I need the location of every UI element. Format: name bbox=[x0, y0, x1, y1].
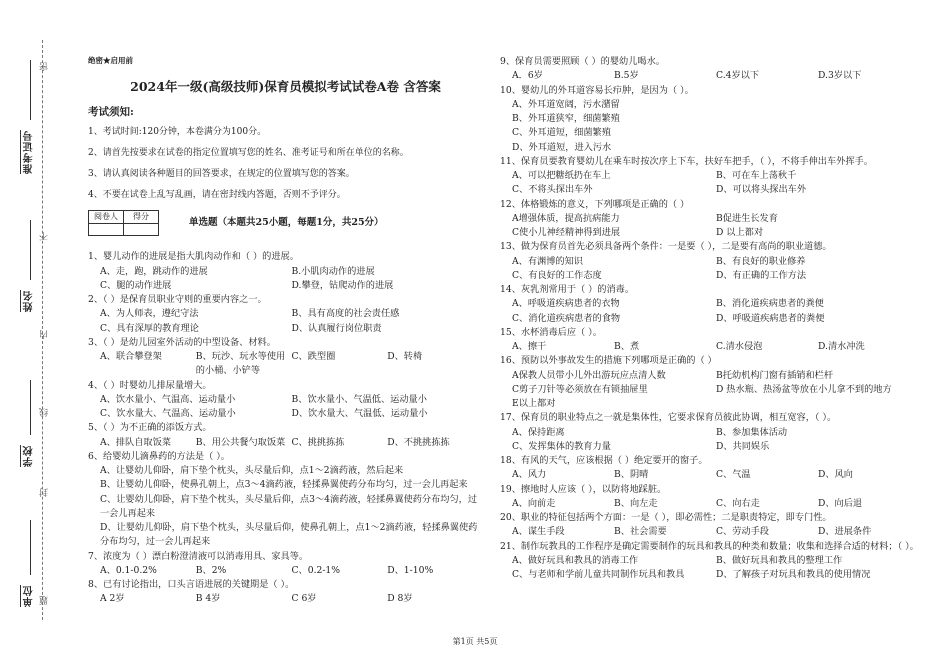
option-group bbox=[500, 554, 920, 583]
answer-option: A、走，跑，跳动作的进展 bbox=[100, 265, 208, 277]
question-stem: 7、浓度为（ ）漂白粉澄清液可以消毒用具、家具等。 bbox=[88, 550, 309, 562]
answer-option: C、外耳道短，细菌繁殖 bbox=[512, 127, 611, 139]
answer-option: A、擦干 bbox=[512, 341, 547, 352]
blank-line-unit bbox=[30, 520, 31, 575]
answer-option: A、向前走 bbox=[512, 497, 556, 509]
answer-option: A、做好玩具和教具的消毒工作 bbox=[512, 554, 639, 566]
exam-title: 2024年一级(高级技师)保育员模拟考试试卷A卷 含答案 bbox=[130, 78, 441, 94]
option-group bbox=[500, 340, 920, 354]
question-stem: 10、婴幼儿的外耳道容易长疖肿，是因为（ ）。 bbox=[500, 84, 694, 96]
answer-option: B、用公共餐勺取饭菜 bbox=[195, 436, 286, 448]
answer-option: B、饮水量小、气温低、运动量小 bbox=[291, 393, 427, 405]
option-group bbox=[500, 297, 920, 326]
notice-item: 2、请首先按要求在试卷的指定位置填写您的姓名、准考证号和所在单位的名称。 bbox=[88, 148, 409, 159]
seal-char: 内 bbox=[40, 330, 50, 339]
answer-option: D、了解孩子对玩具和教具的使用情况 bbox=[716, 569, 871, 580]
answer-option: E以上都对 bbox=[512, 398, 556, 409]
answer-option: B、向左走 bbox=[614, 497, 658, 509]
score-table-cell[interactable] bbox=[89, 224, 124, 236]
answer-option: A、呼吸道疾病患者的衣物 bbox=[512, 298, 620, 310]
question bbox=[88, 550, 483, 579]
answer-option: B、做好玩具和教具的整理工作 bbox=[716, 554, 843, 566]
answer-option: B、让婴幼儿仰卧，使鼻孔朝上，点3～4滴药液，轻揉鼻翼使药分布均匀，过一会儿再起来 bbox=[100, 479, 468, 491]
answer-option: D、有正确的工作方法 bbox=[716, 269, 807, 281]
answer-option: A、有渊博的知识 bbox=[512, 255, 583, 267]
exam-notice bbox=[88, 104, 483, 203]
question bbox=[500, 483, 920, 512]
answer-option: D、呼吸道疾病患者的粪便 bbox=[716, 312, 825, 324]
option-group bbox=[500, 497, 920, 511]
question-stem: 4、（ ）时婴幼儿排尿量增大。 bbox=[88, 379, 212, 391]
notice-item: 4、不要在试卷上乱写乱画，请在密封线内答题，否则不予评分。 bbox=[88, 190, 346, 201]
question bbox=[500, 240, 920, 283]
question bbox=[88, 293, 483, 336]
option-group bbox=[500, 468, 920, 482]
answer-option: A、0.1-0.2% bbox=[100, 564, 157, 576]
answer-option: B、有良好的职业修养 bbox=[716, 255, 806, 267]
binding-label-school: 学校 bbox=[20, 445, 37, 467]
answer-option: D、可以将头探出车外 bbox=[716, 184, 807, 196]
answer-option: B、阴晴 bbox=[614, 469, 649, 481]
answer-option: C、向右走 bbox=[716, 497, 760, 509]
answer-option: D、饮水量大、气温低、运动量小 bbox=[291, 408, 428, 420]
answer-option: D、外耳道短，进入污水 bbox=[512, 141, 612, 153]
question-stem: 21、制作玩教具的工作程序是确定需要制作的玩具和教具的种类和数量；收集和选择合适的材料；（ ）。 bbox=[500, 540, 919, 552]
question-stem: 12、体格锻炼的意义，下列哪项是正确的（ ） bbox=[500, 198, 690, 210]
question bbox=[500, 454, 920, 483]
answer-option: C.清水侵泡 bbox=[716, 341, 763, 352]
answer-option: D、1-10% bbox=[387, 564, 434, 576]
answer-option: A、饮水量小、气温高、运动量小 bbox=[100, 393, 236, 405]
score-table-score: 得分 bbox=[124, 211, 159, 224]
question bbox=[500, 155, 920, 198]
answer-option: C剪子刀针等必须放在有锁抽屉里 bbox=[512, 383, 648, 395]
seal-char: 不 bbox=[40, 232, 50, 241]
question bbox=[88, 578, 483, 607]
answer-option: D、共同娱乐 bbox=[716, 440, 770, 452]
question-stem: 13、做为保育员首先必须具备两个条件：一是要（ ），二是要有高尚的职业道德。 bbox=[500, 241, 832, 253]
answer-option: C、具有深厚的教育理论 bbox=[100, 322, 199, 334]
section-heading: 单选题（本题共25小题，每题1分，共25分） bbox=[189, 216, 384, 228]
notice-item: 3、请认真阅读各种题目的回答要求，在规定的位置填写您的答案。 bbox=[88, 169, 355, 180]
answer-option: C.4岁以下 bbox=[716, 70, 760, 82]
answer-option: C、劳动手段 bbox=[716, 526, 769, 538]
answer-option: B、参加集体活动 bbox=[716, 426, 788, 438]
answer-option: C、不将头探出车外 bbox=[512, 184, 593, 196]
question bbox=[500, 84, 920, 155]
option-group bbox=[500, 255, 920, 284]
answer-option: A、风力 bbox=[512, 469, 547, 481]
question bbox=[88, 421, 483, 450]
answer-option: C、挑挑拣拣 bbox=[291, 436, 345, 448]
answer-option: B、煮 bbox=[614, 341, 640, 352]
question bbox=[500, 511, 920, 540]
question-stem: 15、水杯消毒后应（ ）。 bbox=[500, 326, 602, 338]
answer-option: B、消化道疾病患者的粪便 bbox=[716, 298, 824, 310]
answer-option: C、与老师和学前儿童共同制作玩具和教具 bbox=[512, 569, 685, 580]
option-group bbox=[88, 564, 483, 578]
answer-option: B.小肌肉动作的进展 bbox=[291, 265, 375, 277]
answer-option: A、谋生手段 bbox=[512, 526, 565, 538]
seal-char: 封 bbox=[40, 488, 50, 497]
option-group bbox=[88, 350, 483, 379]
secret-mark: 绝密★启用前 bbox=[88, 56, 133, 65]
question-stem: 20、职业的特征包括两个方面：一是（ ），即必需性；二是职责特定，即专门性。 bbox=[500, 512, 832, 523]
answer-option: A、可以把糖纸扔在车上 bbox=[512, 170, 611, 181]
answer-option: C、饮水量大、气温高、运动量小 bbox=[100, 408, 236, 420]
question bbox=[500, 283, 920, 326]
answer-option: B.5岁 bbox=[614, 70, 639, 82]
question bbox=[88, 336, 483, 379]
question-stem: 17、保育员的职业特点之一就是集体性，它要求保育员彼此协调，相互宽容，（ ）。 bbox=[500, 412, 837, 424]
left-question-list bbox=[88, 250, 483, 606]
question-stem: 14、灰乳剂常用于（ ）的消毒。 bbox=[500, 284, 635, 295]
answer-option: C、有良好的工作态度 bbox=[512, 269, 602, 281]
question bbox=[88, 250, 483, 293]
blank-line-exam-id bbox=[30, 60, 31, 120]
question-stem: 2、（ ）是保育员职业守则的重要内容之一。 bbox=[88, 294, 267, 306]
question-stem: 11、保育员要教育婴幼儿在乘车时按次序上下车，扶好车把手，（ ），不将手伸出车外挥手。 bbox=[500, 155, 873, 167]
right-column bbox=[500, 55, 920, 582]
question-stem: 1、婴儿动作的进展是指大肌肉动作和（ ）的进展。 bbox=[88, 251, 299, 263]
answer-option: B、外耳道狭窄，细菌繁殖 bbox=[512, 113, 620, 124]
option-group bbox=[500, 426, 920, 455]
answer-option: B、玩沙、玩水等使用的小桶、小铲等 bbox=[195, 351, 286, 377]
answer-option: C、消化道疾病患者的食物 bbox=[512, 312, 621, 324]
answer-option: A保教人员带小儿外出游玩应点清人数 bbox=[512, 369, 666, 381]
left-column bbox=[88, 55, 483, 607]
answer-option: C、气温 bbox=[716, 469, 751, 481]
question-stem: 5、（ ）为不正确的添饭方式。 bbox=[88, 422, 212, 434]
question-stem: 3、（ ）是幼儿园室外活动的中型设备、材料。 bbox=[88, 336, 276, 348]
binding-label-exam-id: 准考证号 bbox=[20, 130, 37, 174]
answer-option: C、让婴幼儿仰卧，肩下垫个枕头，头尽量后仰，点3～4滴药液，轻揉鼻翼使药分布均匀，过一会儿再起来 bbox=[100, 493, 478, 519]
answer-option: D 以上都对 bbox=[716, 227, 764, 238]
answer-option: B、2% bbox=[195, 564, 227, 576]
option-group bbox=[500, 369, 920, 412]
question bbox=[500, 198, 920, 241]
option-group bbox=[88, 307, 483, 336]
answer-option: A 2岁 bbox=[100, 593, 125, 605]
answer-option: C使小儿神经精神得到进展 bbox=[512, 227, 621, 238]
option-group bbox=[500, 212, 920, 241]
answer-option: B、具有高度的社会责任感 bbox=[291, 308, 400, 320]
question bbox=[500, 540, 920, 583]
option-group bbox=[500, 69, 920, 83]
option-group bbox=[500, 169, 920, 198]
question-stem: 19、擦地时人应该（ ），以防将地踩脏。 bbox=[500, 483, 667, 495]
answer-option: D、转椅 bbox=[387, 351, 423, 363]
answer-option: C、0.2-1% bbox=[291, 564, 341, 576]
option-group bbox=[88, 436, 483, 450]
question-stem: 9、保育员需要照顾（ ）的婴幼儿喝水。 bbox=[500, 56, 665, 67]
answer-option: C、跌型圈 bbox=[291, 351, 336, 363]
answer-option: A、让婴幼儿仰卧，肩下垫个枕头，头尽量后仰，点1～2滴药液，然后起来 bbox=[100, 465, 404, 477]
option-group bbox=[88, 592, 483, 606]
blank-line-school bbox=[30, 380, 31, 435]
question-stem: 8、已有讨论指出，口头言语进展的关键期是（ ）。 bbox=[88, 579, 295, 591]
option-group bbox=[88, 265, 483, 294]
answer-option: B、可在车上荡秋千 bbox=[716, 170, 797, 181]
option-group bbox=[88, 393, 483, 422]
answer-option: D、不挑挑拣拣 bbox=[387, 436, 450, 448]
answer-option: D、认真履行岗位职责 bbox=[291, 322, 382, 334]
blank-line-name bbox=[30, 220, 31, 280]
score-table-cell[interactable] bbox=[124, 224, 159, 236]
notice-item: 1、考试时间:120分钟，本卷满分为100分。 bbox=[88, 127, 267, 138]
page-footer: 第1页 共5页 bbox=[452, 637, 498, 646]
answer-option: B、社会需要 bbox=[614, 526, 667, 538]
answer-option: B促进生长发育 bbox=[716, 212, 778, 224]
answer-option: D、进展条件 bbox=[818, 526, 872, 538]
answer-option: D 8岁 bbox=[387, 593, 413, 605]
binding-label-name: 姓名 bbox=[20, 290, 37, 312]
answer-option: A、为人师表，遵纪守法 bbox=[100, 308, 199, 320]
answer-option: D、风向 bbox=[818, 469, 853, 481]
question bbox=[500, 354, 920, 411]
answer-option: C、腿的动作进展 bbox=[100, 279, 172, 291]
question bbox=[500, 326, 920, 355]
question-stem: 18、有风的天气，应该根据（ ）绝定要开的窗子。 bbox=[500, 455, 708, 466]
question bbox=[88, 450, 483, 550]
answer-option: C 6岁 bbox=[291, 593, 317, 605]
option-group bbox=[500, 525, 920, 539]
question-stem: 16、预防以外事故发生的措施下列哪项是正确的（ ） bbox=[500, 355, 717, 367]
score-table-grader: 阅卷人 bbox=[89, 211, 124, 224]
answer-option: A、保持距离 bbox=[512, 426, 565, 438]
answer-option: A增强体质，提高抗病能力 bbox=[512, 212, 620, 224]
notice-heading: 考试须知: bbox=[88, 106, 134, 118]
answer-option: D、向后退 bbox=[818, 497, 863, 509]
seal-char: 题 bbox=[40, 596, 50, 605]
answer-option: D.3岁以下 bbox=[818, 70, 862, 82]
answer-option: A．6岁 bbox=[512, 70, 543, 82]
answer-option: D.攀登，钻爬动作的进展 bbox=[291, 279, 394, 291]
answer-option: A、排队自取饭菜 bbox=[100, 436, 171, 448]
right-question-list bbox=[500, 55, 920, 582]
option-group bbox=[500, 98, 920, 155]
answer-option: D、让婴幼儿仰卧，肩下垫个枕头，头尽量后仰，使鼻孔朝上，点1～2滴药液，轻揉鼻翼使药分布均匀，过一会儿再起来 bbox=[100, 522, 478, 548]
question bbox=[500, 411, 920, 454]
answer-option: D.清水冲洗 bbox=[818, 341, 865, 352]
answer-option: A、外耳道宽阔，污水潴留 bbox=[512, 98, 620, 110]
score-table bbox=[88, 210, 159, 236]
option-group bbox=[88, 464, 483, 550]
seal-char: 密 bbox=[40, 62, 50, 71]
answer-option: C、发挥集体的教育力量 bbox=[512, 440, 611, 452]
seal-char: 线 bbox=[40, 408, 50, 417]
question bbox=[88, 379, 483, 422]
answer-option: B托幼机构门窗有插销和栏杆 bbox=[716, 369, 834, 381]
question bbox=[500, 55, 920, 84]
answer-option: B 4岁 bbox=[195, 593, 221, 605]
answer-option: A、联合攀登架 bbox=[100, 351, 162, 363]
score-row bbox=[88, 210, 483, 236]
answer-option: D 热水瓶、热汤盆等放在小儿拿不到的地方 bbox=[716, 383, 892, 395]
question-stem: 6、给婴幼儿滴鼻药的方法是（ ）。 bbox=[88, 450, 230, 462]
binding-label-unit: 单位 bbox=[20, 585, 37, 607]
